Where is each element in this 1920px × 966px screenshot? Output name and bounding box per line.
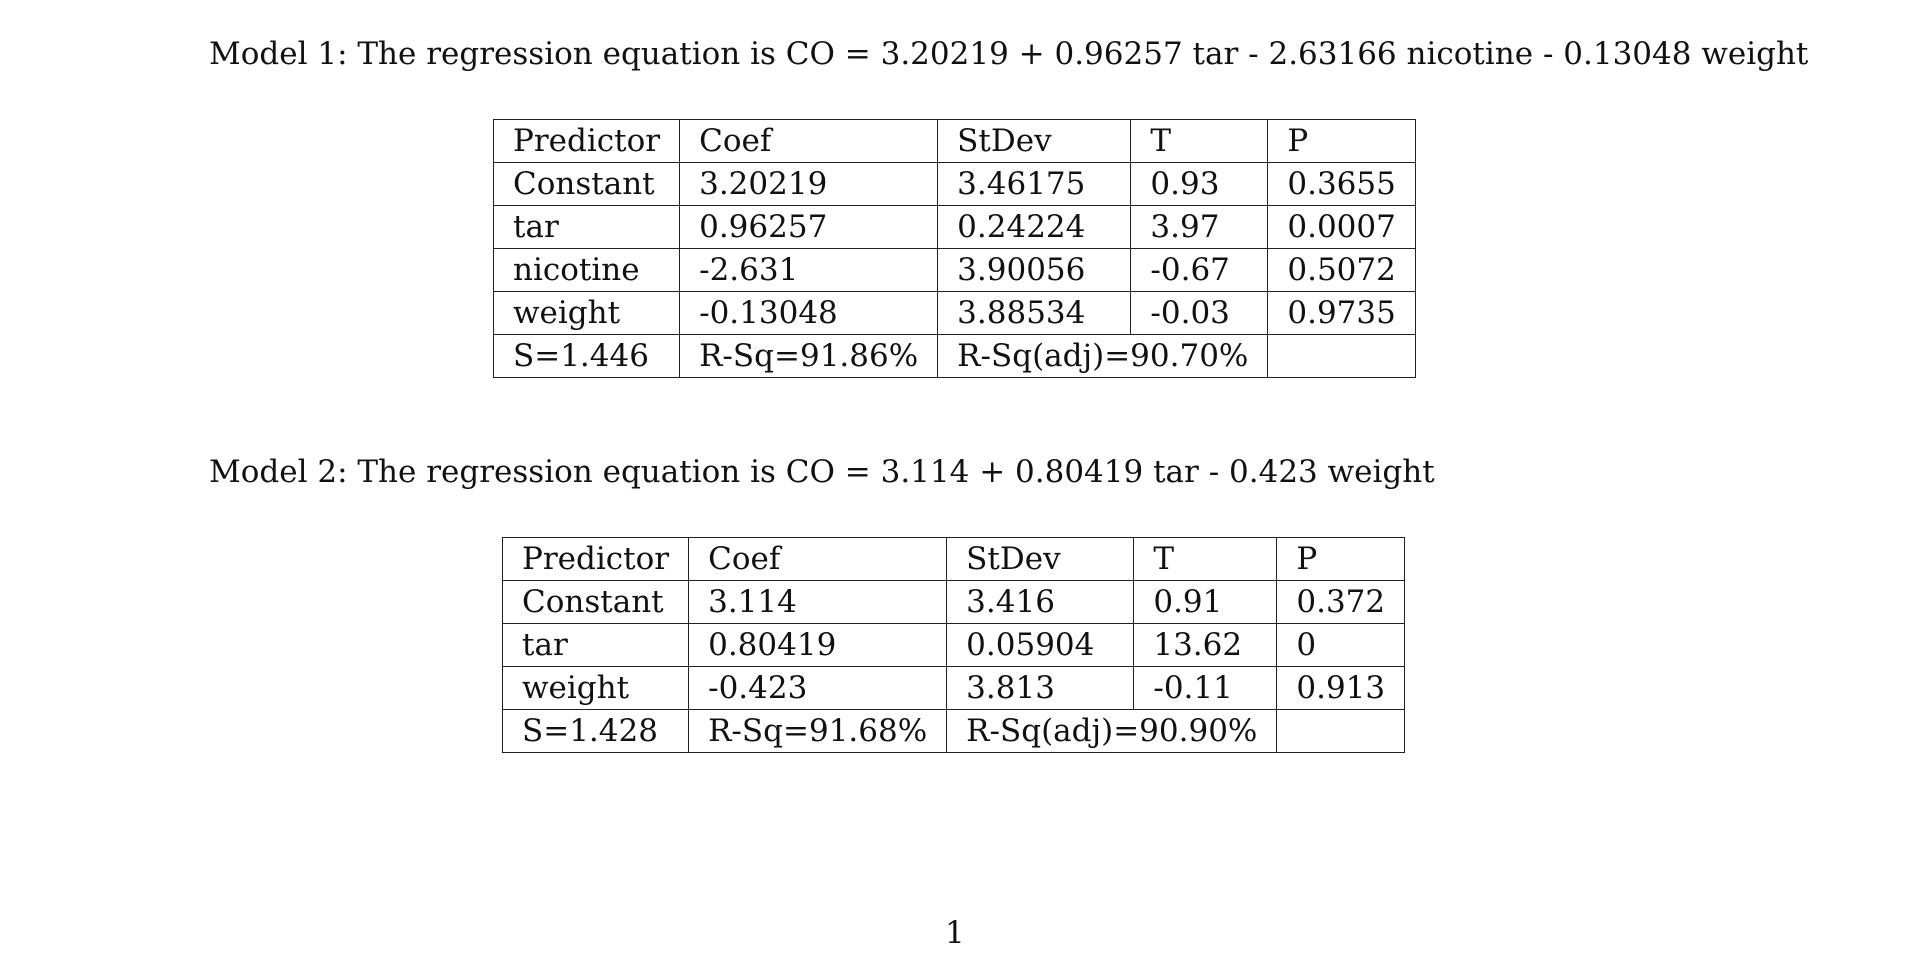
p-cell: 0 bbox=[1277, 624, 1405, 667]
p-cell: 0.9735 bbox=[1268, 292, 1415, 335]
coef-cell: 0.80419 bbox=[689, 624, 947, 667]
table-header-row bbox=[494, 120, 1416, 163]
rsq-adj-cell: R-Sq(adj)=90.90% bbox=[947, 710, 1277, 753]
stdev-cell: 3.88534 bbox=[938, 292, 1131, 335]
model1-equation: Model 1: The regression equation is CO = 3.20219 + 0.96257 tar - 2.63166 nicotine - 0.13048 weight bbox=[209, 36, 1809, 72]
t-cell: -0.67 bbox=[1131, 249, 1268, 292]
table-header-row bbox=[503, 538, 1405, 581]
s-value-cell: S=1.446 bbox=[494, 335, 680, 378]
table-row bbox=[503, 624, 1405, 667]
p-cell: 0.0007 bbox=[1268, 206, 1415, 249]
stdev-cell: 3.46175 bbox=[938, 163, 1131, 206]
stdev-cell: 0.24224 bbox=[938, 206, 1131, 249]
model2-equation: Model 2: The regression equation is CO = 3.114 + 0.80419 tar - 0.423 weight bbox=[209, 454, 1435, 490]
p-cell: 0.5072 bbox=[1268, 249, 1415, 292]
predictor-cell: Constant bbox=[503, 581, 689, 624]
header-predictor: Predictor bbox=[494, 120, 680, 163]
coef-cell: -0.13048 bbox=[680, 292, 938, 335]
header-t: T bbox=[1134, 538, 1277, 581]
coef-cell: -0.423 bbox=[689, 667, 947, 710]
header-predictor: Predictor bbox=[503, 538, 689, 581]
p-cell: 0.3655 bbox=[1268, 163, 1415, 206]
rsq-adj-cell: R-Sq(adj)=90.70% bbox=[938, 335, 1268, 378]
coef-cell: -2.631 bbox=[680, 249, 938, 292]
model2-regression-table bbox=[502, 537, 1405, 753]
p-cell: 0.372 bbox=[1277, 581, 1405, 624]
header-t: T bbox=[1131, 120, 1268, 163]
empty-cell bbox=[1268, 335, 1415, 378]
model1-regression-table bbox=[493, 119, 1416, 378]
t-cell: 0.93 bbox=[1131, 163, 1268, 206]
stdev-cell: 3.416 bbox=[947, 581, 1134, 624]
table-row bbox=[503, 667, 1405, 710]
table-row bbox=[494, 249, 1416, 292]
header-coef: Coef bbox=[680, 120, 938, 163]
header-p: P bbox=[1268, 120, 1415, 163]
t-cell: 3.97 bbox=[1131, 206, 1268, 249]
p-cell: 0.913 bbox=[1277, 667, 1405, 710]
empty-cell bbox=[1277, 710, 1405, 753]
table-row bbox=[494, 292, 1416, 335]
table-row bbox=[494, 163, 1416, 206]
t-cell: 0.91 bbox=[1134, 581, 1277, 624]
t-cell: 13.62 bbox=[1134, 624, 1277, 667]
t-cell: -0.11 bbox=[1134, 667, 1277, 710]
predictor-cell: tar bbox=[494, 206, 680, 249]
stdev-cell: 3.813 bbox=[947, 667, 1134, 710]
predictor-cell: Constant bbox=[494, 163, 680, 206]
page-number: 1 bbox=[945, 915, 965, 951]
header-p: P bbox=[1277, 538, 1405, 581]
table-row bbox=[503, 581, 1405, 624]
header-stdev: StDev bbox=[947, 538, 1134, 581]
coef-cell: 3.20219 bbox=[680, 163, 938, 206]
s-value-cell: S=1.428 bbox=[503, 710, 689, 753]
coef-cell: 3.114 bbox=[689, 581, 947, 624]
t-cell: -0.03 bbox=[1131, 292, 1268, 335]
predictor-cell: weight bbox=[503, 667, 689, 710]
stdev-cell: 3.90056 bbox=[938, 249, 1131, 292]
header-coef: Coef bbox=[689, 538, 947, 581]
coef-cell: 0.96257 bbox=[680, 206, 938, 249]
summary-row bbox=[494, 335, 1416, 378]
summary-row bbox=[503, 710, 1405, 753]
predictor-cell: nicotine bbox=[494, 249, 680, 292]
rsq-cell: R-Sq=91.86% bbox=[680, 335, 938, 378]
stdev-cell: 0.05904 bbox=[947, 624, 1134, 667]
header-stdev: StDev bbox=[938, 120, 1131, 163]
predictor-cell: tar bbox=[503, 624, 689, 667]
table-row bbox=[494, 206, 1416, 249]
rsq-cell: R-Sq=91.68% bbox=[689, 710, 947, 753]
predictor-cell: weight bbox=[494, 292, 680, 335]
